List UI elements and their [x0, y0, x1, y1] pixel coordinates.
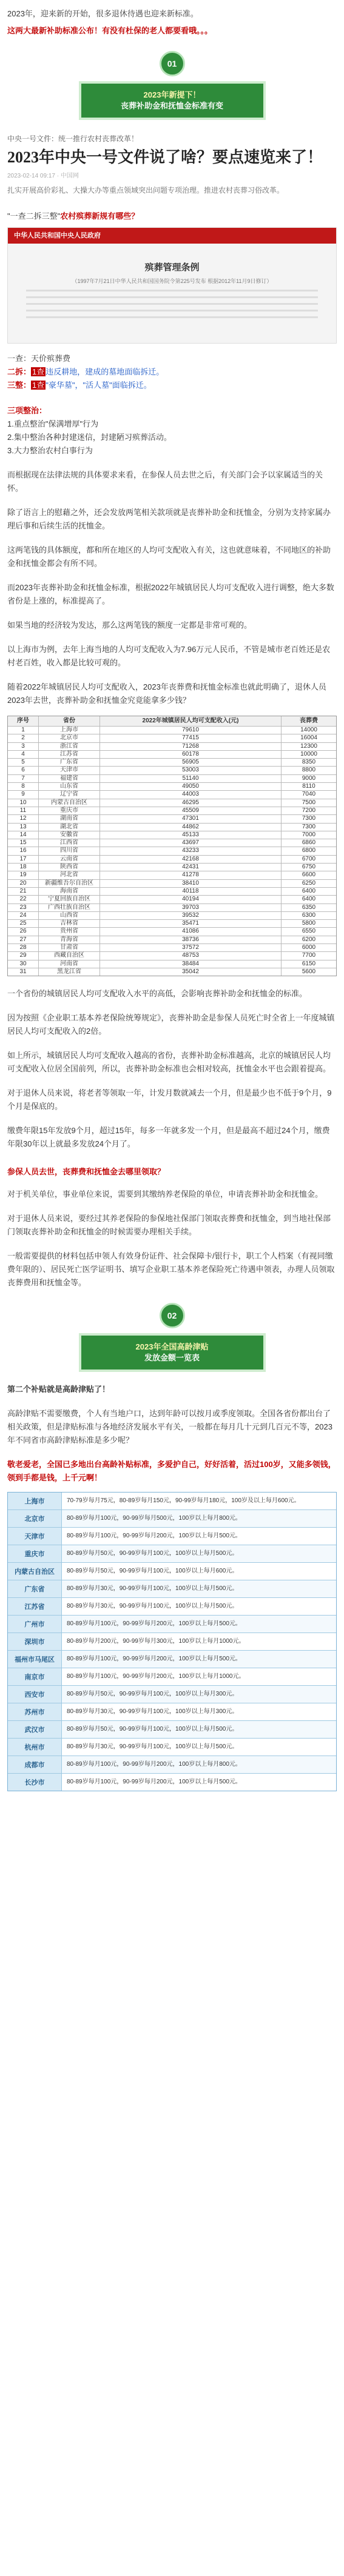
table-cell: 38736	[100, 936, 282, 944]
table-row	[8, 1528, 336, 1545]
table-row	[8, 727, 336, 734]
table-cell: 45133	[100, 831, 282, 839]
table-cell: 37572	[100, 944, 282, 951]
table-cell: 湖北省	[39, 824, 100, 831]
region-cell: 江苏省	[8, 1598, 62, 1615]
problems-title: 三项整治：	[7, 406, 47, 415]
region-cell: 武汉市	[8, 1721, 62, 1738]
table-row	[8, 815, 336, 823]
table-cell: 49050	[100, 783, 282, 790]
table-cell: 38484	[100, 960, 282, 968]
region-cell: 成都市	[8, 1756, 62, 1773]
table-cell: 6250	[302, 879, 316, 887]
table-cell: 25	[8, 920, 39, 927]
paragraph: 如果当地的经济较为发达，那么这两笔钱的额度一定都是非常可观的。	[7, 621, 252, 630]
table-row	[8, 1616, 336, 1633]
paragraph: 而根据现在法律法规的具体要求来看，在参保人员去世之后，有关部门会予以家属适当的关怀。	[7, 470, 323, 493]
allowance-cell: 80-89岁每月100元，90-99岁每月200元，100岁以上每月500元。	[62, 1616, 336, 1632]
table-cell: 13	[8, 824, 39, 831]
intro-text: 2023年，迎来新的开始，很多退休待遇也迎来新标准。	[7, 9, 198, 18]
table-cell: 4	[8, 751, 39, 758]
paragraph: 高龄津贴不需要缴费，个人有当地户口，达到年龄可以按月或季度领取。全国各省份都出台了相关政策，但是津贴标准与各地经济发展水平有关，一般都在每月几十元到几百元不等，2023年不同省市高龄津贴标准是多少呢？	[7, 1409, 332, 1445]
section-banner-1	[79, 81, 266, 120]
table-header-cell: 省份	[39, 716, 100, 726]
table-cell: 19	[8, 871, 39, 879]
table-header-cell: 序号	[8, 716, 39, 726]
table-cell: 山西省	[39, 912, 100, 919]
table-cell: 77415	[100, 734, 282, 742]
table-cell: 7300	[302, 815, 316, 822]
paragraph: 缴费年限15年发放9个月，超过15年，每多一年就多发一个月，但是最高不超过24个月，缴费年限30年以上就最多发放24个月了。	[7, 1126, 330, 1149]
table-row	[8, 1545, 336, 1563]
table-cell: 8800	[302, 767, 316, 774]
allowance-cell: 80-89岁每月50元，90-99岁每月100元，100岁以上每月500元。	[62, 1721, 336, 1738]
table-cell: 14000	[300, 727, 317, 733]
table-row	[8, 775, 336, 783]
region-cell: 福州市马尾区	[8, 1651, 62, 1668]
table-cell: 35471	[100, 920, 282, 927]
table-cell: 贵州省	[39, 928, 100, 935]
table-row	[8, 1686, 336, 1703]
table-row	[8, 904, 336, 912]
table-row	[8, 847, 336, 855]
table-cell: 广东省	[39, 759, 100, 766]
regulation-document-image	[7, 227, 337, 344]
table-cell: 27	[8, 936, 39, 944]
paragraph: 对于退休人员来说，要经过其养老保险的参保地社保部门领取丧葬费和抚恤金，到当地社保部门领取丧葬补助金和抚恤金的时候需要办理相关手续。	[7, 1214, 331, 1237]
table-cell: 7200	[302, 807, 316, 814]
quote-line	[7, 210, 337, 221]
check-one: 一查：天价殡葬费	[7, 354, 71, 363]
table-cell: 39532	[100, 912, 282, 919]
table-cell: 8	[8, 783, 39, 790]
paragraph: 一般需要提供的材料包括申领人有效身份证件、社会保障卡/银行卡，职工个人档案（有视同缴费年限的）、居民死亡医学证明书、填写企业职工基本养老保险死亡待遇申领表，办理人员领取丧葬费用和抚恤金等。	[7, 1251, 335, 1288]
table-cell: 云南省	[39, 856, 100, 863]
table-cell: 29	[8, 952, 39, 959]
table-row	[8, 751, 336, 759]
table-cell: 浙江省	[39, 743, 100, 750]
table-row	[8, 1703, 336, 1721]
table-cell: 6800	[302, 847, 316, 854]
gov-header: 中华人民共和国中央人民政府	[8, 228, 336, 244]
table-row	[8, 871, 336, 879]
table-cell: 12300	[300, 742, 317, 750]
region-cell: 重庆市	[8, 1545, 62, 1562]
table-cell: 26	[8, 928, 39, 935]
table-row	[8, 856, 336, 864]
allowance-cell: 80-89岁每月50元，90-99岁每月100元，100岁以上每月300元。	[62, 1686, 336, 1703]
table-cell: 福建省	[39, 775, 100, 782]
table-cell: 7000	[302, 831, 316, 838]
doc-text-line	[26, 296, 318, 298]
table-cell: 43233	[100, 847, 282, 854]
table-cell: 6000	[302, 944, 316, 951]
table-row	[8, 824, 336, 831]
question-heading: 参保人员去世，丧葬费和抚恤金去哪里领取？	[7, 1167, 166, 1177]
table-cell: 6150	[302, 960, 316, 967]
table-cell: 17	[8, 856, 39, 863]
allowance-cell: 80-89岁每月30元，90-99岁每月100元，100岁以上每月500元。	[62, 1580, 336, 1597]
table-cell: 6400	[302, 896, 316, 903]
table-cell: 51140	[100, 775, 282, 782]
table-cell: 44862	[100, 824, 282, 831]
table-cell: 黑龙江省	[39, 968, 100, 976]
table-cell: 广西壮族自治区	[39, 904, 100, 911]
table-cell: 47301	[100, 815, 282, 822]
table-cell: 上海市	[39, 727, 100, 734]
doc-text-line	[26, 303, 318, 305]
table-cell: 79610	[100, 727, 282, 734]
table-cell: 71268	[100, 743, 282, 750]
table-cell: 18	[8, 864, 39, 871]
table-cell: 辽宁省	[39, 791, 100, 798]
table-cell: 天津市	[39, 767, 100, 774]
allowance-cell: 70-79岁每月75元，80-89岁每月150元，90-99岁每月180元，100岁及以上每月600元。	[67, 1497, 300, 1505]
paragraph: 除了语言上的慰藉之外，还会发放两笔相关款项就是丧葬补助金和抚恤金，分别为支持家属办理后事和后续生活的抚恤金。	[7, 508, 331, 530]
table-cell: 39703	[100, 904, 282, 911]
allowance-cell: 80-89岁每月30元，90-99岁每月100元，100岁以上每月300元。	[67, 1708, 238, 1716]
table-cell: 海南省	[39, 888, 100, 895]
allowance-cell: 80-89岁每月100元，90-99岁每月500元，100岁以上每月800元。	[62, 1510, 336, 1527]
problem-items	[7, 418, 337, 458]
table-cell: 甘肃省	[39, 944, 100, 951]
banner-line-2: 发放金额一览表	[144, 1353, 200, 1363]
table-cell: 21	[8, 888, 39, 895]
table-cell: 1	[8, 727, 39, 734]
table-row	[8, 1580, 336, 1598]
table-cell: 10000	[300, 750, 317, 757]
allowance-cell: 80-89岁每月200元，90-99岁每月300元，100岁以上每月1000元。	[67, 1638, 245, 1645]
table-header-row	[8, 716, 336, 727]
table-row	[8, 839, 336, 847]
table-cell: 46295	[100, 799, 282, 807]
table-cell: 16	[8, 847, 39, 854]
table-row	[8, 783, 336, 791]
subsidy-heading: 第二个补贴就是高龄津贴了！	[7, 1385, 110, 1394]
table-cell: 山东省	[39, 783, 100, 790]
table-cell: 40118	[100, 888, 282, 895]
table-row	[8, 1651, 336, 1668]
allowance-cell: 80-89岁每月30元，90-99岁每月100元，100岁以上每月500元。	[67, 1743, 238, 1751]
table-row	[8, 831, 336, 839]
paragraph: 一个省份的城镇居民人均可支配收入水平的高低，会影响丧葬补助金和抚恤金的标准。	[7, 989, 308, 999]
paragraph: 这两笔钱的具体额度，都和所在地区的人均可支配收入有关，这也就意味着，不同地区的补助金和抚恤金都会有所不同。	[7, 545, 331, 568]
region-cell: 北京市	[8, 1510, 62, 1527]
table-row	[8, 1493, 336, 1510]
table-cell: 30	[8, 960, 39, 968]
paragraph-highlight: 敬老爱老，全国已多地出台高龄补贴标准，多爱护自己，好好活着，活过100岁，又能多领钱，领到手都是钱，上千元啊！	[7, 1460, 336, 1483]
table-cell: 湖南省	[39, 815, 100, 822]
table-cell: 40194	[100, 896, 282, 903]
table-cell: 7300	[302, 823, 316, 830]
doc-text-line	[26, 310, 318, 311]
table-cell: 6350	[302, 904, 316, 911]
region-cell: 广州市	[8, 1616, 62, 1632]
table-cell: 内蒙古自治区	[39, 799, 100, 807]
table-row	[8, 799, 336, 807]
table-cell: 56905	[100, 759, 282, 766]
table-cell: 重庆市	[39, 807, 100, 814]
allowance-cell: 80-89岁每月100元，90-99岁每月200元，100岁以上每月500元。	[67, 1533, 241, 1540]
table-cell: 7040	[302, 791, 316, 798]
problems-list	[7, 404, 337, 458]
news-headline[interactable]: 2023年中央一号文件说了啥？要点速览来了！	[7, 148, 323, 166]
table-cell: 45509	[100, 807, 282, 814]
doc-title: 殡葬管理条例	[144, 262, 200, 273]
region-cell: 内蒙古自治区	[8, 1563, 62, 1580]
problem-item: 3.大力整治农村白事行为	[7, 446, 93, 455]
table-row	[8, 1756, 336, 1774]
region-cell: 上海市	[8, 1493, 62, 1509]
region-cell: 南京市	[8, 1668, 62, 1685]
table-cell: 5600	[302, 968, 316, 975]
region-cell: 长沙市	[8, 1774, 62, 1791]
table-row	[8, 734, 336, 742]
table-cell: 35042	[100, 968, 282, 976]
table-row	[8, 920, 336, 928]
table-cell: 41086	[100, 928, 282, 935]
table-cell: 43697	[100, 839, 282, 847]
table-cell: 江西省	[39, 839, 100, 847]
check-three: 三整： 1查 "豪华墓"，"活人墓"面临拆迁。	[7, 381, 152, 390]
table-cell: 西藏自治区	[39, 952, 100, 959]
table-header-cell: 2022年城镇居民人均可支配收入(元)	[100, 716, 282, 726]
table-cell: 河南省	[39, 960, 100, 968]
allowance-cell: 80-89岁每月100元，90-99岁每月200元，100岁以上每月1000元。	[67, 1673, 245, 1680]
table-header-cell: 丧葬费	[300, 717, 318, 724]
table-cell: 陕西省	[39, 864, 100, 871]
allowance-cell: 80-89岁每月50元，90-99岁每月100元，100岁以上每月600元。	[67, 1568, 238, 1575]
table-cell: 23	[8, 904, 39, 911]
banner-line-2: 丧葬补助金和抚恤金标准有变	[120, 101, 223, 110]
region-cell: 天津市	[8, 1528, 62, 1545]
table-cell: 31	[8, 968, 39, 976]
news-date: 2023-02-14 09:17 · 中国网	[7, 173, 79, 179]
table-cell: 48753	[100, 952, 282, 959]
table-cell: 6750	[302, 864, 316, 871]
allowance-cell: 80-89岁每月50元，90-99岁每月100元，100岁以上每月500元。	[62, 1545, 336, 1562]
paragraph: 如上所示，城镇居民人均可支配收入越高的省份，丧葬补助金标准越高，北京的城镇居民人均可支配收入位居全国前列，所以，丧葬补助金标准也会相对较高，抚恤金水平也会跟着提高。	[7, 1051, 331, 1074]
table-cell: 安徽省	[39, 831, 100, 839]
paragraph: 随着2022年城镇居民人均可支配收入，2023年丧葬费和抚恤金标准也就此明确了，退休人员2023年去世，丧葬补助金和抚恤金究竟能拿多少钱？	[7, 682, 326, 705]
table-cell: 53003	[100, 767, 282, 774]
table-row	[8, 1774, 336, 1791]
banner-line-1: 2023年新提下！	[143, 90, 201, 99]
table-row	[8, 936, 336, 944]
table-row	[8, 743, 336, 751]
table-cell: 青海省	[39, 936, 100, 944]
table-cell: 42168	[100, 856, 282, 863]
doc-text-line	[26, 290, 318, 291]
section-badge-1: 01	[160, 51, 185, 76]
table-cell: 3	[8, 743, 39, 750]
table-row	[8, 960, 336, 968]
table-row	[8, 888, 336, 896]
table-row	[8, 767, 336, 774]
table-cell: 8350	[302, 759, 316, 766]
paragraph: 对于退休人员来说，将老者等领取一年，计发月数就减去一个月，但是最少也不低于9个月，9个月是保底的。	[7, 1088, 332, 1111]
table-cell: 6300	[302, 911, 316, 919]
table-cell: 9	[8, 791, 39, 798]
intro-highlight: 这两大最新补助标准公布！有没有杜保的老人都要看哦。。。	[7, 26, 213, 35]
elderly-allowance-table	[7, 1492, 337, 1791]
table-cell: 24	[8, 912, 39, 919]
allowance-cell: 80-89岁每月30元，90-99岁每月100元，100岁以上每月500元。	[67, 1603, 238, 1610]
table-cell: 7500	[302, 799, 316, 806]
problem-item: 2.集中整治各种封建迷信，封建陋习殡葬活动。	[7, 433, 172, 442]
allowance-cell: 80-89岁每月100元，90-99岁每月200元，100岁以上每月500元。	[62, 1651, 336, 1668]
checks-list	[7, 352, 337, 392]
news-summary: 扎实开展高价彩礼、大操大办等重点领域突出问题专项治理。推进农村丧葬习俗改革。	[7, 186, 285, 195]
problem-item: 1.重点整治"保满增厚"行为	[7, 419, 99, 428]
quote-suffix: 农村殡葬新规有哪些？	[60, 211, 140, 221]
table-cell: 6	[8, 767, 39, 774]
table-cell: 44003	[100, 791, 282, 798]
table-row	[8, 928, 336, 936]
table-row	[8, 1739, 336, 1756]
table-row	[8, 968, 336, 976]
paragraph: 以上海市为例，去年上海当地的人均可支配收入为7.96万元人民币，不管是城市老百姓还是农村老百姓，收入都是比较可观的。	[7, 645, 331, 667]
table-cell: 60178	[100, 751, 282, 758]
table-cell: 6200	[302, 936, 316, 943]
table-cell: 15	[8, 839, 39, 847]
table-cell: 6550	[302, 928, 316, 935]
table-row	[8, 1633, 336, 1651]
table-row	[8, 944, 336, 952]
table-cell: 14	[8, 831, 39, 839]
table-cell: 6860	[302, 839, 316, 847]
paragraph: 因为按照《企业职工基本养老保险统筹规定》，丧葬补助金是参保人员死亡时全省上一年度城镇居民人均可支配收入的2倍。	[7, 1013, 335, 1036]
allowance-cell: 80-89岁每月100元，90-99岁每月200元，100岁以上每月500元。	[67, 1779, 241, 1786]
table-cell: 11	[8, 807, 39, 814]
allowance-cell: 80-89岁每月100元，90-99岁每月200元，100岁以上每月800元。	[62, 1756, 336, 1773]
table-row	[8, 880, 336, 888]
table-cell: 江苏省	[39, 751, 100, 758]
table-row	[8, 1510, 336, 1528]
region-cell: 西安市	[8, 1686, 62, 1703]
table-row	[8, 1563, 336, 1580]
table-cell: 四川省	[39, 847, 100, 854]
table-cell: 41278	[100, 871, 282, 879]
table-row	[8, 896, 336, 904]
table-cell: 7	[8, 775, 39, 782]
table-cell: 28	[8, 944, 39, 951]
table-row	[8, 1668, 336, 1686]
table-row	[8, 952, 336, 960]
check-two: 二拆： 1查 违反耕地，建成的墓地面临拆迁。	[7, 367, 164, 376]
table-cell: 6700	[302, 855, 316, 862]
table-cell: 8110	[302, 783, 315, 790]
table-cell: 吉林省	[39, 920, 100, 927]
region-cell: 苏州市	[8, 1703, 62, 1720]
table-row	[8, 864, 336, 871]
table-cell: 宁夏回族自治区	[39, 896, 100, 903]
table-cell: 河北省	[39, 871, 100, 879]
table-row	[8, 791, 336, 799]
section-banner-2	[79, 1333, 266, 1372]
section-badge-2: 02	[160, 1303, 185, 1328]
table-row	[8, 807, 336, 815]
table-row	[8, 759, 336, 767]
funeral-subsidy-table	[7, 716, 337, 976]
table-cell: 6600	[302, 871, 316, 879]
table-cell: 2	[8, 734, 39, 742]
table-cell: 20	[8, 880, 39, 887]
region-cell: 杭州市	[8, 1739, 62, 1756]
region-cell: 广东省	[8, 1580, 62, 1597]
table-row	[8, 1721, 336, 1739]
table-cell: 9000	[302, 774, 316, 782]
table-cell: 42431	[100, 864, 282, 871]
table-cell: 5800	[302, 920, 316, 927]
table-row	[8, 912, 336, 920]
article-note: 中央一号文件：统一推行农村丧葬改革！	[7, 135, 139, 143]
table-cell: 新疆维吾尔自治区	[39, 880, 100, 887]
paragraph: 对于机关单位，事业单位来说，需要到其缴纳养老保险的单位，申请丧葬补助金和抚恤金。	[7, 1190, 323, 1199]
region-cell: 深圳市	[8, 1633, 62, 1650]
table-cell: 北京市	[39, 734, 100, 742]
banner-line-1: 2023年全国高龄津贴	[135, 1342, 209, 1352]
table-cell: 22	[8, 896, 39, 903]
table-cell: 10	[8, 799, 39, 807]
paragraph: 而2023年丧葬补助金和抚恤金标准，根据2022年城镇居民人均可支配收入进行调整，绝大多数省份是上涨的，标准提高了。	[7, 583, 334, 605]
table-cell: 16004	[300, 734, 317, 742]
table-cell: 38410	[100, 880, 282, 887]
table-row	[8, 1598, 336, 1616]
table-cell: 12	[8, 815, 39, 822]
quote-prefix: "一查二拆三整"	[7, 211, 61, 221]
table-cell: 6400	[302, 887, 316, 894]
doc-text-line	[26, 316, 318, 318]
table-cell: 5	[8, 759, 39, 766]
table-cell: 7700	[302, 952, 316, 959]
doc-subtitle: （1997年7月21日中华人民共和国国务院令第225号发布 根据2012年11月9日修订）	[72, 278, 272, 284]
